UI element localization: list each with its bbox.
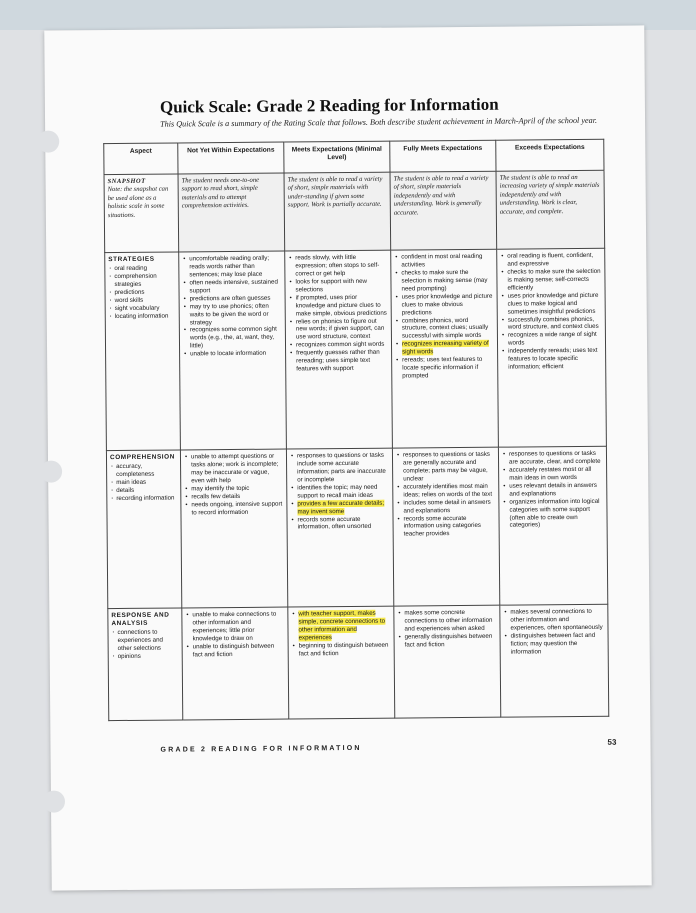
aspect-note: Note: the snapshot can be used alone as a holistic scale in some situations. <box>107 185 169 219</box>
snapshot-meets: The student is able to read a variety of short, simple materials with under-standing if given some support. Work is partially accurate. <box>284 172 391 251</box>
aspect-item: · word skills <box>115 296 176 304</box>
criterion: • uses prior knowledge and picture clues to make logical and sometimes insightful predictions <box>508 291 602 316</box>
page-footer: GRADE 2 READING FOR INFORMATION <box>160 744 362 754</box>
criterion: • responses to questions or tasks are accurate, clear, and complete <box>509 450 603 467</box>
aspect-item: · opinions <box>118 653 179 661</box>
column-header: Meets Expectations (Minimal Level) <box>284 141 390 173</box>
response-exceeds <box>500 604 609 717</box>
comprehension-exceeds <box>498 446 607 605</box>
criterion: • beginning to distinguish between fact and fiction <box>299 641 391 658</box>
criterion: • often needs intensive, sustained support <box>189 278 281 295</box>
criterion: • recognizes common sight words <box>296 341 388 350</box>
criterion: • checks to make sure the selection is making sense (may need prompting) <box>401 269 493 294</box>
criterion: • checks to make sure the selection is making sense; self-corrects efficiently <box>507 268 601 293</box>
rubric-table <box>103 139 609 721</box>
aspect-item: · recording information <box>116 494 177 502</box>
criterion: • recognizes some common sight words (e.g., the, at, want, they, little) <box>190 326 282 351</box>
aspect-list <box>110 463 177 503</box>
criterion-highlighted <box>298 610 390 643</box>
criterion: • generally distinguishes between fact and fiction <box>405 633 497 650</box>
column-header: Exceeds Expectations <box>496 139 604 171</box>
criterion: • unable to distinguish between fact and fiction <box>193 642 285 659</box>
criterion: • looks for support with new selections <box>295 277 387 294</box>
aspect-cell <box>104 174 179 253</box>
criterion: • recalls few details <box>191 492 283 501</box>
highlight-mark: recognizes increasing variety of sight words <box>401 340 489 356</box>
criterion: • needs ongoing, intensive support to record information <box>191 500 283 517</box>
criterion: • distinguishes between fact and fiction; may question the information <box>511 632 605 657</box>
table-header-row <box>104 139 604 174</box>
snapshot-exceeds: The student is able to read an increasing variety of simple materials independently and with understanding. Work is clear, accurate, and complete. <box>496 170 605 249</box>
criterion-highlighted <box>402 340 494 357</box>
criterion-highlighted <box>297 499 389 516</box>
highlight-mark: provides a few accurate details; may invent some <box>297 499 385 516</box>
criterion: • frequently guesses rather than rereading; uses simple text features with support <box>296 349 388 374</box>
aspect-item: · oral reading <box>114 265 175 273</box>
criterion: • reads slowly, with little expression; often stops to self-correct or get help <box>295 254 387 279</box>
aspect-title: SNAPSHOT <box>107 177 146 186</box>
criterion: • identifies the topic; may need support to recall main ideas <box>297 483 389 500</box>
criterion: • confident in most oral reading activities <box>401 253 493 270</box>
criterion: • accurately identifies most main ideas; relies on words of the text <box>403 482 495 499</box>
comprehension-fully <box>392 447 499 606</box>
column-header: Fully Meets Expectations <box>390 140 496 172</box>
criterion-highlighted: • relies on phonics to figure out new words; if given support, can use word structure, context <box>296 317 388 342</box>
aspect-item: · locating information <box>115 312 176 320</box>
criterion: • responses to questions or tasks are generally accurate and complete; parts may be vague, unclear <box>403 451 495 484</box>
strategies-fully <box>391 249 499 448</box>
column-header: Not Yet Within Expectations <box>178 142 284 174</box>
criterion: • successfully combines phonics, word structure, and context clues <box>508 315 602 332</box>
comprehension-row <box>106 446 607 608</box>
criterion: • uses relevant details in answers and explanations <box>509 482 603 499</box>
response-row <box>108 604 609 720</box>
criterion: • oral reading is fluent, confident, and expressive <box>507 252 601 269</box>
aspect-item: · sight vocabulary <box>115 304 176 312</box>
criterion: • records some accurate information using categories teacher provides <box>403 514 495 539</box>
criterion: • makes some concrete connections to other information and experiences when asked <box>404 609 496 634</box>
criterion: • if prompted, uses prior knowledge and picture clues to make simple, obvious predictions <box>296 293 388 318</box>
snapshot-not-yet: The student needs one-to-one support to read short, simple materials and to attempt comprehension activities. <box>178 173 285 252</box>
snapshot-row <box>104 170 605 252</box>
criterion: • independently rereads; uses text features to locate specific information; efficient <box>508 347 602 372</box>
criterion: • unable to locate information <box>190 350 282 359</box>
comprehension-meets <box>286 448 393 607</box>
criterion: • combines phonics, word structure, context clues; usually successful with simple words <box>402 316 494 341</box>
criterion: • may identify the topic <box>191 484 283 493</box>
punch-hole <box>43 790 65 812</box>
page-title: Quick Scale: Grade 2 Reading for Information <box>159 94 499 117</box>
response-fully <box>394 605 501 718</box>
response-meets <box>288 606 395 719</box>
strategies-row <box>105 248 607 450</box>
aspect-title: COMPREHENSION <box>109 453 175 462</box>
aspect-item: · predictions <box>115 288 176 296</box>
aspect-cell <box>108 608 183 721</box>
document-page <box>44 25 651 890</box>
criterion: • responses to questions or tasks include some accurate information; parts are inaccurate or incomplete <box>297 452 389 485</box>
aspect-cell <box>106 450 181 609</box>
highlight-mark: with teacher support, makes simple, concrete connections to other information and experiences <box>298 609 386 642</box>
punch-hole <box>40 460 62 482</box>
criterion: • unable to make connections to other information and experiences; little prior knowledge to draw on <box>192 611 284 644</box>
aspect-item: · accuracy, completeness <box>116 463 177 479</box>
criterion: • records some accurate information, often unsorted <box>298 515 390 532</box>
criterion: • includes some detail in answers and explanations <box>403 498 495 515</box>
page-number: 53 <box>607 737 617 747</box>
criterion: • uses prior knowledge and picture clues to make obvious predictions <box>402 292 494 317</box>
page-subtitle: This Quick Scale is a summary of the Rating Scale that follows. Both describe student achievement in March-April of the school year. <box>160 115 598 129</box>
aspect-list <box>111 629 178 661</box>
criterion: • makes several connections to other information and experiences, often spontaneously <box>510 608 604 633</box>
aspect-item: · comprehension strategies <box>114 273 175 289</box>
column-header: Aspect <box>104 143 178 175</box>
comprehension-not-yet <box>180 449 287 608</box>
strategies-not-yet <box>179 251 287 450</box>
criterion: • organizes information into logical categories with some support (often able to create own categories) <box>509 497 603 530</box>
criterion: • unable to attempt questions or tasks alone; work is incomplete; may be inaccurate or vague, even with help <box>191 453 283 486</box>
criterion: • accurately restates most or all main ideas in own words <box>509 466 603 483</box>
criterion: • predictions are often guesses <box>190 294 282 303</box>
response-not-yet <box>182 607 289 720</box>
criterion: • rereads; uses text features to locate specific information if prompted <box>402 356 494 381</box>
aspect-item: · details <box>116 486 177 494</box>
aspect-list <box>108 265 175 321</box>
snapshot-fully: The student is able to read a variety of short, simple materials independently and with understanding. Work is generally accurate. <box>390 171 497 250</box>
criterion: • recognizes a wide range of sight words <box>508 331 602 348</box>
aspect-title: RESPONSE AND ANALYSIS <box>111 611 170 628</box>
aspect-cell <box>105 252 181 451</box>
criterion: • may try to use phonics; often waits to be given the word or strategy <box>190 302 282 327</box>
criterion: • uncomfortable reading orally; reads words rather than sentences; may lose place <box>189 255 281 280</box>
aspect-title: STRATEGIES <box>108 255 155 264</box>
aspect-item: · connections to experiences and other selections <box>117 629 178 653</box>
strategies-meets <box>285 250 393 449</box>
punch-hole <box>37 131 59 153</box>
aspect-item: · main ideas <box>116 479 177 487</box>
strategies-exceeds <box>497 248 607 447</box>
